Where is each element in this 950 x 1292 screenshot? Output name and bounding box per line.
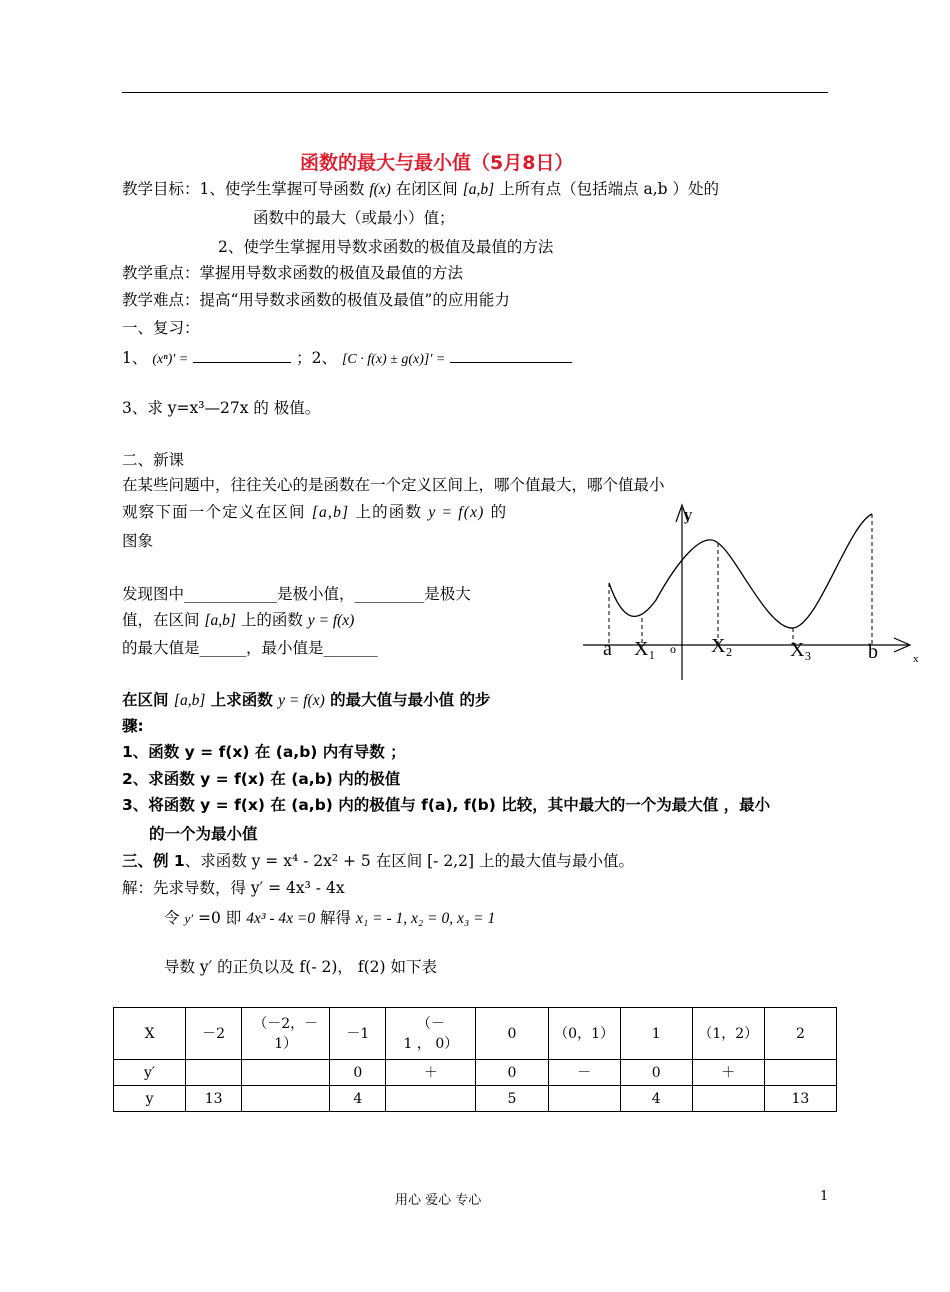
steps-heading-2: 骤:: [122, 717, 144, 735]
step-3: 3、将函数 y = f(x) 在 (a,b) 内的极值与 f(a), f(b) 比较，其中最大的一个为最大值 ，最小: [122, 796, 771, 814]
origin-label: o: [670, 642, 676, 656]
table-cell: y: [114, 1086, 186, 1112]
table-cell: 0: [620, 1060, 692, 1086]
steps-heading: 在区间 [a,b] 上求函数 y = f(x) 的最大值与最小值 的步: [122, 691, 491, 709]
table-cell: [692, 1086, 764, 1112]
answer-blank: [450, 347, 572, 363]
table-cell: 1: [620, 1008, 692, 1060]
table-cell: X: [114, 1008, 186, 1060]
x-axis-label: x: [913, 653, 919, 665]
table-cell: 13: [186, 1086, 242, 1112]
objective-label: 教学目标：: [122, 180, 200, 198]
find-line-3: 的最大值是______，最小值是_______: [122, 639, 378, 657]
find-line-1: 发现图中____________是极小值，_________是极大: [122, 585, 471, 603]
table-cell: 0: [330, 1060, 386, 1086]
solution-line-2: 令 y′ =0 即 4x³ - 4x =0 解得 x₁ = - 1, x₂ = 0, x₃ = 1: [164, 909, 496, 927]
table-row-x: [114, 1008, 837, 1060]
solution-line-3: 导数 y′ 的正负以及 f(- 2)， f(2) 如下表: [164, 958, 437, 976]
point-label-x1: X₁: [634, 638, 656, 660]
table-cell: ＋: [386, 1060, 476, 1086]
table-cell: （0，1）: [548, 1008, 620, 1060]
table-cell: [242, 1060, 330, 1086]
values-table: [113, 1007, 837, 1112]
example-1: 三、例 1、求函数 y = x⁴ - 2x² + 5 在区间 [- 2,2] 上的最大值与最小值。: [122, 852, 634, 870]
review-q1: 1、 (xⁿ)′ = ；2、 [C · f(x) ± g(x)]′ =: [122, 346, 572, 368]
table-cell: 13: [764, 1086, 836, 1112]
key-point: 教学重点：掌握用导数求函数的极值及最值的方法: [122, 264, 464, 282]
table-cell: 4: [620, 1086, 692, 1112]
answer-blank: [193, 347, 291, 363]
step-3-cont: 的一个为最小值: [149, 825, 258, 843]
page-footer: 用心 爱心 专心: [395, 1193, 482, 1208]
point-label-x3: X₃: [790, 639, 812, 661]
point-label-a: a: [603, 638, 612, 660]
table-cell: （－ 1 ， 0）: [386, 1008, 476, 1060]
page-title: 函数的最大与最小值（5月8日）: [300, 152, 574, 174]
new-lesson-intro: 在某些问题中，往往关心的是函数在一个定义区间上，哪个值最大，哪个值最小: [122, 476, 665, 494]
table-cell: －: [548, 1060, 620, 1086]
table-cell: 4: [330, 1086, 386, 1112]
difficulty: 教学难点：提高“用导数求函数的极值及最值”的应用能力: [122, 291, 510, 309]
table-cell: y′: [114, 1060, 186, 1086]
step-2: 2、求函数 y = f(x) 在 (a,b) 内的极值: [122, 770, 401, 788]
function-graph: [578, 500, 928, 685]
solution-line-1: 解：先求导数，得 y′ = 4x³ - 4x: [122, 879, 345, 897]
table-cell: （1，2）: [692, 1008, 764, 1060]
observe-line-2: 图象: [122, 532, 154, 550]
page-number: 1: [820, 1189, 829, 1204]
point-label-b: b: [868, 641, 878, 663]
table-cell: [548, 1086, 620, 1112]
observe-line: 观察下面一个定义在区间 [a,b] 上的函数 y = f(x) 的: [122, 503, 508, 521]
table-row-dy: [114, 1060, 837, 1086]
table-cell: [186, 1060, 242, 1086]
find-line-2: 值，在区间 [a,b] 上的函数 y = f(x): [122, 611, 355, 629]
table-row-y: [114, 1086, 837, 1112]
table-cell: 5: [476, 1086, 548, 1112]
objective-2: 2、使学生掌握用导数求函数的极值及最值的方法: [218, 238, 554, 256]
step-1: 1、函数 y = f(x) 在 (a,b) 内有导数 ；: [122, 743, 406, 761]
point-label-x2: X₂: [711, 635, 733, 657]
table-cell: [764, 1060, 836, 1086]
table-cell: [242, 1086, 330, 1112]
table-cell: ＋: [692, 1060, 764, 1086]
table-cell: 0: [476, 1008, 548, 1060]
table-cell: －2: [186, 1008, 242, 1060]
review-heading: 一、复习：: [122, 319, 200, 337]
table-cell: [386, 1086, 476, 1112]
table-cell: －1: [330, 1008, 386, 1060]
table-cell: （－2，－ 1）: [242, 1008, 330, 1060]
table-cell: 2: [764, 1008, 836, 1060]
header-rule: [122, 92, 828, 93]
function-curve: [609, 514, 872, 628]
table-cell: 0: [476, 1060, 548, 1086]
objective-1: 教学目标：1、使学生掌握可导函数 f(x) 在闭区间 [a,b] 上所有点（包括端点 a,b ）处的: [122, 180, 720, 198]
y-axis-label: y: [684, 505, 693, 524]
new-lesson-heading: 二、新课: [122, 451, 185, 469]
review-q3: 3、求 y=x³—27x 的 极值。: [122, 399, 321, 417]
objective-1-cont: 函数中的最大（或最小）值；: [253, 209, 455, 227]
